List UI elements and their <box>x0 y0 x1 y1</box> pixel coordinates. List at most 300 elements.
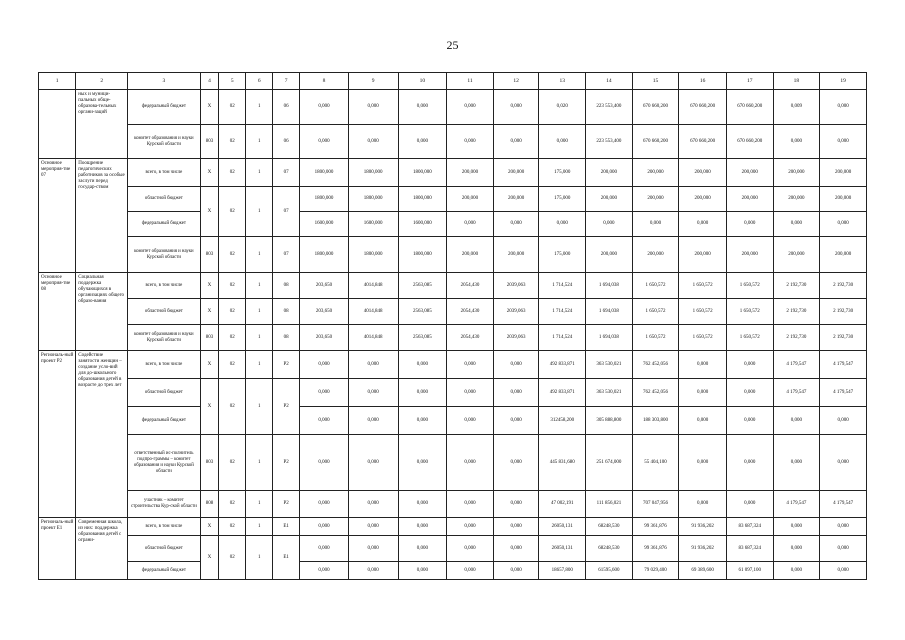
amount-cell: 1 650,572 <box>726 325 773 351</box>
amount-cell: 203,650 <box>300 299 349 325</box>
amount-cell: 0,009 <box>773 90 820 125</box>
amount-cell: 1 694,038 <box>586 299 633 325</box>
budget-code-cell: 803 <box>200 325 219 351</box>
budget-code-cell: 1 <box>246 273 273 299</box>
program-name-cell: Содействие занятости женщин – создание усло-вий для до-школьного образования детей в возрасте до трех лет <box>76 351 128 518</box>
funding-source-cell: всего, в том числе <box>128 159 201 187</box>
amount-cell: 0,000 <box>447 407 494 435</box>
header-row <box>39 73 867 90</box>
header-cell: 5 <box>219 73 246 90</box>
amount-cell: 0,000 <box>348 536 398 562</box>
budget-code-cell: 02 <box>219 187 246 237</box>
amount-cell: 1600,000 <box>300 212 349 237</box>
amount-cell: 0,000 <box>773 212 820 237</box>
amount-cell: 0,000 <box>348 491 398 518</box>
budget-code-cell: 02 <box>219 273 246 299</box>
amount-cell: 1800,000 <box>300 187 349 212</box>
program-status-cell: Основное мероприя-тие 08 <box>39 273 76 351</box>
budget-code-cell: 1 <box>246 299 273 325</box>
amount-cell: 4014,848 <box>348 273 398 299</box>
table-row <box>39 273 867 299</box>
header-cell: 19 <box>820 73 867 90</box>
amount-cell: 0,000 <box>820 435 867 491</box>
amount-cell: 0,000 <box>398 518 447 536</box>
header-cell: 16 <box>679 73 727 90</box>
amount-cell: 200,000 <box>820 187 867 212</box>
amount-cell: 0,000 <box>447 435 494 491</box>
header-cell: 4 <box>200 73 219 90</box>
table-row <box>39 299 867 325</box>
funding-source-cell: всего, в том числе <box>128 351 201 379</box>
amount-cell: 223 553,400 <box>586 90 633 125</box>
amount-cell: 1800,000 <box>300 237 349 273</box>
amount-cell: 0,000 <box>300 90 349 125</box>
amount-cell: 445 831,680 <box>539 435 586 491</box>
amount-cell: 4 179,547 <box>820 351 867 379</box>
budget-code-cell: 1 <box>246 159 273 187</box>
amount-cell: 1 694,038 <box>586 273 633 299</box>
amount-cell: 1 694,038 <box>586 325 633 351</box>
amount-cell: 0,000 <box>773 407 820 435</box>
amount-cell: 0,000 <box>726 491 773 518</box>
amount-cell: 188 303,800 <box>632 407 679 435</box>
funding-source-cell: ответственный ис-полнитель подпро-граммы – комитет образования и науки Курской области <box>128 435 201 491</box>
amount-cell: 0,000 <box>679 407 727 435</box>
program-name-cell: ных и муници-пальных обще-образова-тельных органи-заций <box>76 90 128 159</box>
amount-cell: 2054,430 <box>447 299 494 325</box>
amount-cell: 200,000 <box>679 159 727 187</box>
budget-code-cell: X <box>200 273 219 299</box>
amount-cell: 762 452,056 <box>632 379 679 407</box>
amount-cell: 175,000 <box>539 159 586 187</box>
amount-cell: 1 650,572 <box>679 299 727 325</box>
amount-cell: 91 936,202 <box>679 536 727 562</box>
table-row <box>39 536 867 562</box>
table-row <box>39 435 867 491</box>
table-row <box>39 518 867 536</box>
budget-code-cell: 02 <box>219 351 246 379</box>
amount-cell: 670 660,200 <box>679 90 727 125</box>
header-cell: 15 <box>632 73 679 90</box>
amount-cell: 200,000 <box>493 237 539 273</box>
header-cell: 18 <box>773 73 820 90</box>
header-cell: 7 <box>273 73 300 90</box>
amount-cell: 200,000 <box>726 187 773 212</box>
amount-cell: 2 192,730 <box>773 325 820 351</box>
budget-table <box>38 72 867 580</box>
amount-cell: 0,000 <box>300 351 349 379</box>
amount-cell: 200,000 <box>679 237 727 273</box>
amount-cell: 69 389,600 <box>679 562 727 580</box>
amount-cell: 55 404,100 <box>632 435 679 491</box>
header-cell: 1 <box>39 73 76 90</box>
amount-cell: 2 192,730 <box>820 325 867 351</box>
program-status-cell <box>39 90 76 159</box>
amount-cell: 492 833,871 <box>539 351 586 379</box>
budget-code-cell: 803 <box>200 125 219 159</box>
amount-cell: 203,650 <box>300 273 349 299</box>
amount-cell: 0,000 <box>348 518 398 536</box>
table-row <box>39 187 867 212</box>
amount-cell: 1800,000 <box>348 159 398 187</box>
amount-cell: 0,000 <box>820 562 867 580</box>
amount-cell: 200,000 <box>586 159 633 187</box>
budget-code-cell: 1 <box>246 491 273 518</box>
amount-cell: 2 192,730 <box>820 299 867 325</box>
amount-cell: 18657,800 <box>539 562 586 580</box>
table-row <box>39 90 867 125</box>
budget-code-cell: X <box>200 351 219 379</box>
amount-cell: 0,000 <box>447 379 494 407</box>
amount-cell: 2563,085 <box>398 299 447 325</box>
funding-source-cell: комитет образования и науки Курской области <box>128 237 201 273</box>
amount-cell: 0,000 <box>447 90 494 125</box>
budget-code-cell: X <box>200 536 219 580</box>
amount-cell: 0,000 <box>398 125 447 159</box>
budget-code-cell: 06 <box>273 90 300 125</box>
amount-cell: 83 687,324 <box>726 518 773 536</box>
amount-cell: 2 192,730 <box>773 273 820 299</box>
amount-cell: 0,000 <box>447 518 494 536</box>
header-cell: 14 <box>586 73 633 90</box>
amount-cell: 1600,000 <box>348 212 398 237</box>
amount-cell: 4014,848 <box>348 299 398 325</box>
amount-cell: 0,000 <box>398 491 447 518</box>
amount-cell: 0,000 <box>493 125 539 159</box>
amount-cell: 0,000 <box>493 518 539 536</box>
amount-cell: 363 530,021 <box>586 351 633 379</box>
table-row <box>39 491 867 518</box>
budget-code-cell: X <box>200 379 219 435</box>
amount-cell: 99 361,876 <box>632 518 679 536</box>
amount-cell: 0,000 <box>586 212 633 237</box>
funding-source-cell: федеральный бюджет <box>128 562 201 580</box>
funding-source-cell: участник – комитет строительства Кур-ской области <box>128 491 201 518</box>
amount-cell: 0,000 <box>447 536 494 562</box>
amount-cell: 0,000 <box>679 379 727 407</box>
amount-cell: 363 530,021 <box>586 379 633 407</box>
amount-cell: 99 361,876 <box>632 536 679 562</box>
funding-source-cell: комитет образования и науки Курской области <box>128 325 201 351</box>
budget-code-cell: X <box>200 187 219 237</box>
program-name-cell: Поощрение педагогических работников за особые заслуги перед государ-ством <box>76 159 128 273</box>
amount-cell: 47 002,191 <box>539 491 586 518</box>
funding-source-cell: всего, в том числе <box>128 273 201 299</box>
amount-cell: 1 650,572 <box>679 273 727 299</box>
header-cell: 13 <box>539 73 586 90</box>
amount-cell: 200,000 <box>679 187 727 212</box>
amount-cell: 4014,848 <box>348 325 398 351</box>
amount-cell: 2563,085 <box>398 273 447 299</box>
amount-cell: 670 660,200 <box>726 125 773 159</box>
amount-cell: 68248,530 <box>586 536 633 562</box>
funding-source-cell: федеральный бюджет <box>128 407 201 435</box>
budget-code-cell: 1 <box>246 325 273 351</box>
amount-cell: 0,000 <box>300 125 349 159</box>
amount-cell: 0,000 <box>679 212 727 237</box>
program-name-cell: Социальная поддержка обучающихся в организациях общего образо-вания <box>76 273 128 351</box>
amount-cell: 0,000 <box>348 562 398 580</box>
amount-cell: 0,000 <box>820 518 867 536</box>
amount-cell: 2 192,730 <box>773 299 820 325</box>
amount-cell: 0,000 <box>773 125 820 159</box>
funding-source-cell: федеральный бюджет <box>128 212 201 237</box>
amount-cell: 1800,000 <box>348 187 398 212</box>
amount-cell: 1800,000 <box>398 159 447 187</box>
amount-cell: 0,000 <box>539 212 586 237</box>
amount-cell: 175,000 <box>539 237 586 273</box>
budget-code-cell: 1 <box>246 518 273 536</box>
amount-cell: 0,000 <box>447 351 494 379</box>
amount-cell: 1800,000 <box>348 237 398 273</box>
amount-cell: 0,000 <box>348 435 398 491</box>
table-row <box>39 351 867 379</box>
amount-cell: 0,000 <box>398 407 447 435</box>
header-cell: 2 <box>76 73 128 90</box>
amount-cell: 0,000 <box>447 125 494 159</box>
budget-code-cell: 1 <box>246 237 273 273</box>
budget-code-cell: E1 <box>273 536 300 580</box>
amount-cell: 0,000 <box>632 212 679 237</box>
amount-cell: 203,650 <box>300 325 349 351</box>
budget-code-cell: 08 <box>273 325 300 351</box>
budget-code-cell: 06 <box>273 125 300 159</box>
table-row <box>39 159 867 187</box>
budget-code-cell: 1 <box>246 435 273 491</box>
program-status-cell: Региональ-ный проект Е1 <box>39 518 76 580</box>
amount-cell: 0,000 <box>348 407 398 435</box>
amount-cell: 0,000 <box>447 491 494 518</box>
amount-cell: 26050,131 <box>539 518 586 536</box>
amount-cell: 200,000 <box>773 159 820 187</box>
amount-cell: 4 179,547 <box>820 491 867 518</box>
header-cell: 9 <box>348 73 398 90</box>
budget-code-cell: 1 <box>246 379 273 435</box>
budget-code-cell: P2 <box>273 351 300 379</box>
budget-code-cell: X <box>200 159 219 187</box>
header-cell: 6 <box>246 73 273 90</box>
amount-cell: 251 674,000 <box>586 435 633 491</box>
amount-cell: 4 179,547 <box>773 379 820 407</box>
amount-cell: 2039,063 <box>493 273 539 299</box>
budget-code-cell: X <box>200 518 219 536</box>
amount-cell: 200,000 <box>773 187 820 212</box>
amount-cell: 200,000 <box>447 159 494 187</box>
amount-cell: 0,000 <box>300 518 349 536</box>
amount-cell: 492 833,871 <box>539 379 586 407</box>
amount-cell: 0,000 <box>493 562 539 580</box>
budget-code-cell: 02 <box>219 125 246 159</box>
budget-code-cell: 02 <box>219 518 246 536</box>
amount-cell: 762 452,056 <box>632 351 679 379</box>
amount-cell: 1800,000 <box>398 237 447 273</box>
amount-cell: 1 650,572 <box>726 273 773 299</box>
budget-code-cell: 02 <box>219 325 246 351</box>
amount-cell: 200,000 <box>586 237 633 273</box>
amount-cell: 200,000 <box>726 159 773 187</box>
funding-source-cell: областной бюджет <box>128 536 201 562</box>
table-row <box>39 407 867 435</box>
amount-cell: 0,000 <box>300 562 349 580</box>
amount-cell: 0,000 <box>820 125 867 159</box>
amount-cell: 0,000 <box>348 351 398 379</box>
amount-cell: 2054,430 <box>447 273 494 299</box>
amount-cell: 0,000 <box>398 379 447 407</box>
budget-code-cell: 02 <box>219 379 246 435</box>
funding-source-cell: всего, в том числе <box>128 518 201 536</box>
amount-cell: 0,000 <box>773 536 820 562</box>
amount-cell: 312458,200 <box>539 407 586 435</box>
budget-code-cell: 808 <box>200 491 219 518</box>
amount-cell: 1600,000 <box>398 212 447 237</box>
amount-cell: 200,000 <box>820 159 867 187</box>
amount-cell: 0,000 <box>773 518 820 536</box>
amount-cell: 0,000 <box>726 351 773 379</box>
budget-code-cell: 1 <box>246 187 273 237</box>
amount-cell: 61595,600 <box>586 562 633 580</box>
amount-cell: 670 660,200 <box>632 125 679 159</box>
amount-cell: 0,000 <box>447 212 494 237</box>
header-cell: 3 <box>128 73 201 90</box>
amount-cell: 200,000 <box>447 187 494 212</box>
amount-cell: 2563,085 <box>398 325 447 351</box>
table-row <box>39 325 867 351</box>
amount-cell: 0,000 <box>493 379 539 407</box>
amount-cell: 200,000 <box>586 187 633 212</box>
budget-code-cell: 803 <box>200 237 219 273</box>
budget-code-cell: 02 <box>219 299 246 325</box>
amount-cell: 0,000 <box>726 212 773 237</box>
amount-cell: 0,000 <box>679 351 727 379</box>
amount-cell: 0,000 <box>348 90 398 125</box>
amount-cell: 0,000 <box>398 90 447 125</box>
amount-cell: 0,000 <box>726 379 773 407</box>
amount-cell: 670 660,200 <box>679 125 727 159</box>
amount-cell: 200,000 <box>447 237 494 273</box>
amount-cell: 79 029,400 <box>632 562 679 580</box>
amount-cell: 2 192,730 <box>820 273 867 299</box>
amount-cell: 0,000 <box>300 435 349 491</box>
amount-cell: 2039,063 <box>493 325 539 351</box>
amount-cell: 2054,430 <box>447 325 494 351</box>
amount-cell: 175,000 <box>539 187 586 212</box>
budget-code-cell: 02 <box>219 159 246 187</box>
amount-cell: 0,000 <box>493 351 539 379</box>
amount-cell: 223 553,400 <box>586 125 633 159</box>
amount-cell: 0,000 <box>820 212 867 237</box>
amount-cell: 0,000 <box>493 90 539 125</box>
budget-code-cell: X <box>200 90 219 125</box>
budget-code-cell: 07 <box>273 237 300 273</box>
amount-cell: 1800,000 <box>300 159 349 187</box>
budget-code-cell: 1 <box>246 536 273 580</box>
funding-source-cell: федеральный бюджет <box>128 90 201 125</box>
amount-cell: 1 650,572 <box>632 325 679 351</box>
amount-cell: 0,000 <box>300 407 349 435</box>
amount-cell: 91 936,202 <box>679 518 727 536</box>
amount-cell: 0,000 <box>493 536 539 562</box>
amount-cell: 200,000 <box>773 237 820 273</box>
header-cell: 11 <box>447 73 494 90</box>
amount-cell: 4 179,547 <box>773 351 820 379</box>
amount-cell: 0,000 <box>447 562 494 580</box>
budget-code-cell: 02 <box>219 491 246 518</box>
amount-cell: 1800,000 <box>398 187 447 212</box>
amount-cell: 0,000 <box>773 435 820 491</box>
amount-cell: 2039,063 <box>493 299 539 325</box>
amount-cell: 0,000 <box>820 407 867 435</box>
table-row <box>39 125 867 159</box>
budget-code-cell: 08 <box>273 273 300 299</box>
funding-source-cell: областной бюджет <box>128 379 201 407</box>
amount-cell: 1 650,572 <box>632 273 679 299</box>
amount-cell: 200,000 <box>726 237 773 273</box>
amount-cell: 0,000 <box>539 125 586 159</box>
budget-code-cell: 1 <box>246 125 273 159</box>
amount-cell: 0,000 <box>398 562 447 580</box>
amount-cell: 0,000 <box>493 491 539 518</box>
header-cell: 17 <box>726 73 773 90</box>
table-row <box>39 562 867 580</box>
budget-code-cell: E1 <box>273 518 300 536</box>
amount-cell: 83 687,324 <box>726 536 773 562</box>
budget-code-cell: 07 <box>273 187 300 237</box>
program-status-cell: Основное мероприя-тие 07 <box>39 159 76 273</box>
amount-cell: 0,020 <box>539 90 586 125</box>
amount-cell: 0,000 <box>348 379 398 407</box>
header-cell: 8 <box>300 73 349 90</box>
amount-cell: 1 650,572 <box>726 299 773 325</box>
amount-cell: 200,000 <box>632 159 679 187</box>
amount-cell: 0,000 <box>679 491 727 518</box>
amount-cell: 200,000 <box>820 237 867 273</box>
amount-cell: 0,000 <box>726 435 773 491</box>
budget-code-cell: 1 <box>246 351 273 379</box>
budget-code-cell: 08 <box>273 299 300 325</box>
budget-code-cell: P2 <box>273 435 300 491</box>
amount-cell: 670 660,200 <box>726 90 773 125</box>
amount-cell: 0,000 <box>679 435 727 491</box>
amount-cell: 0,000 <box>300 536 349 562</box>
amount-cell: 61 097,100 <box>726 562 773 580</box>
page-number: 25 <box>446 38 459 52</box>
amount-cell: 1 714,524 <box>539 299 586 325</box>
budget-code-cell: 803 <box>200 435 219 491</box>
header-cell: 10 <box>398 73 447 90</box>
amount-cell: 0,000 <box>820 90 867 125</box>
budget-code-cell: 1 <box>246 90 273 125</box>
amount-cell: 1 714,524 <box>539 325 586 351</box>
budget-code-cell: X <box>200 299 219 325</box>
program-name-cell: Современная школа, из них: поддержка образования детей с ограни- <box>76 518 128 580</box>
budget-code-cell: 07 <box>273 159 300 187</box>
amount-cell: 4 179,547 <box>820 379 867 407</box>
budget-code-cell: 02 <box>219 536 246 580</box>
amount-cell: 0,000 <box>773 562 820 580</box>
amount-cell: 68248,530 <box>586 518 633 536</box>
amount-cell: 4 179,547 <box>773 491 820 518</box>
budget-code-cell: 02 <box>219 237 246 273</box>
amount-cell: 0,000 <box>820 536 867 562</box>
amount-cell: 200,000 <box>632 187 679 212</box>
amount-cell: 111 856,021 <box>586 491 633 518</box>
amount-cell: 0,000 <box>300 491 349 518</box>
table-row <box>39 212 867 237</box>
budget-code-cell: 02 <box>219 90 246 125</box>
budget-code-cell: 02 <box>219 435 246 491</box>
funding-source-cell: областной бюджет <box>128 187 201 212</box>
amount-cell: 200,000 <box>632 237 679 273</box>
